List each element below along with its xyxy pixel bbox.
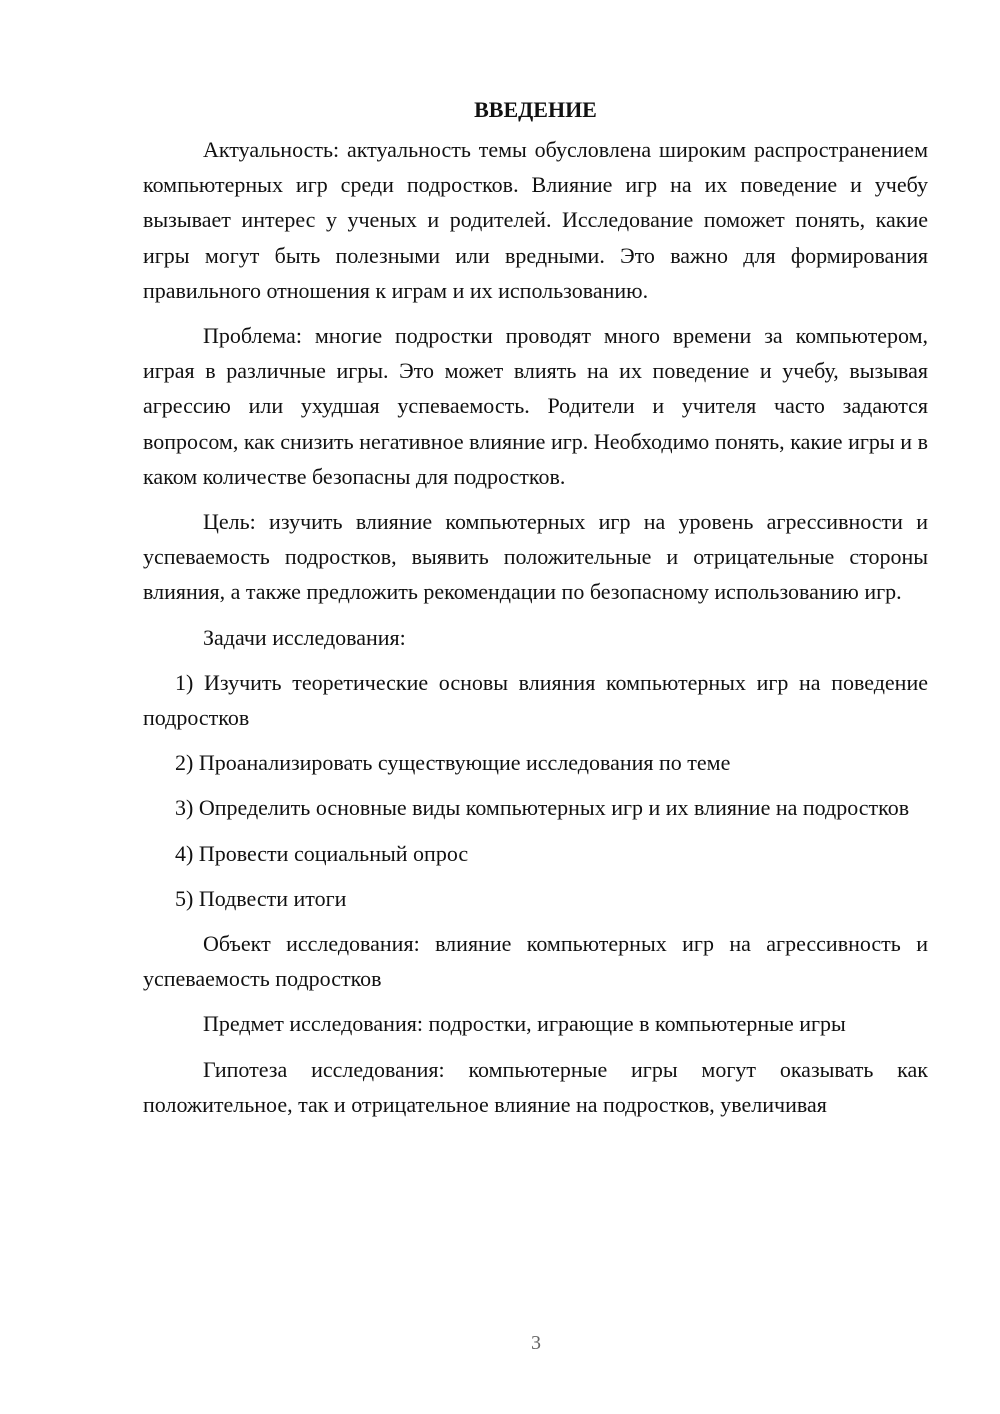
- task-item: 1) Изучить теоретические основы влияния компьютерных игр на поведение подростков: [143, 669, 928, 731]
- paragraph-object: Объект исследования: влияние компьютерных игр на агрессивность и успеваемость подростков: [143, 931, 928, 992]
- task-item: 5) Подвести итоги: [175, 885, 347, 911]
- paragraph-tasks-heading: Задачи исследования:: [203, 624, 406, 650]
- page-number: 3: [531, 1332, 541, 1354]
- task-item: 2) Проанализировать существующие исследования по теме: [175, 750, 731, 776]
- paragraph-goal: Цель: изучить влияние компьютерных игр на уровень агрессивности и успеваемость подростков, выявить положительные и отрицательные стороны влияния, а также предложить рекомендации по безопасному использованию игр.: [143, 509, 928, 605]
- tasks-list: [143, 665, 928, 916]
- paragraph-relevance: Актуальность: актуальность темы обусловлена широким распространением компьютерных игр среди подростков. Влияние игр на их поведение и учебу вызывает интерес у ученых и родителей. Исследование поможет понять, какие игры могут быть полезными или вредными. Это важно для формирования правильного отношения к играм и их использованию.: [143, 137, 928, 303]
- paragraph-hypothesis: Гипотеза исследования: компьютерные игры могут оказывать как положительное, так и отрицательное влияние на подростков, увеличивая: [143, 1056, 928, 1117]
- page-title: ВВЕДЕНИЕ: [474, 97, 597, 122]
- task-item: 3) Определить основные виды компьютерных игр и их влияние на подростков: [175, 795, 910, 821]
- paragraph-problem: Проблема: многие подростки проводят много времени за компьютером, играя в различные игры. Это может влиять на их поведение и учебу, вызывая агрессию или ухудшая успеваемость. Родители и учителя часто задаются вопросом, как снизить негативное влияние игр. Необходимо понять, какие игры и в каком количестве безопасны для подростков.: [143, 323, 928, 489]
- page-content: [143, 92, 928, 1132]
- task-item: 4) Провести социальный опрос: [175, 840, 469, 866]
- paragraph-subject: Предмет исследования: подростки, играющие в компьютерные игры: [203, 1011, 846, 1037]
